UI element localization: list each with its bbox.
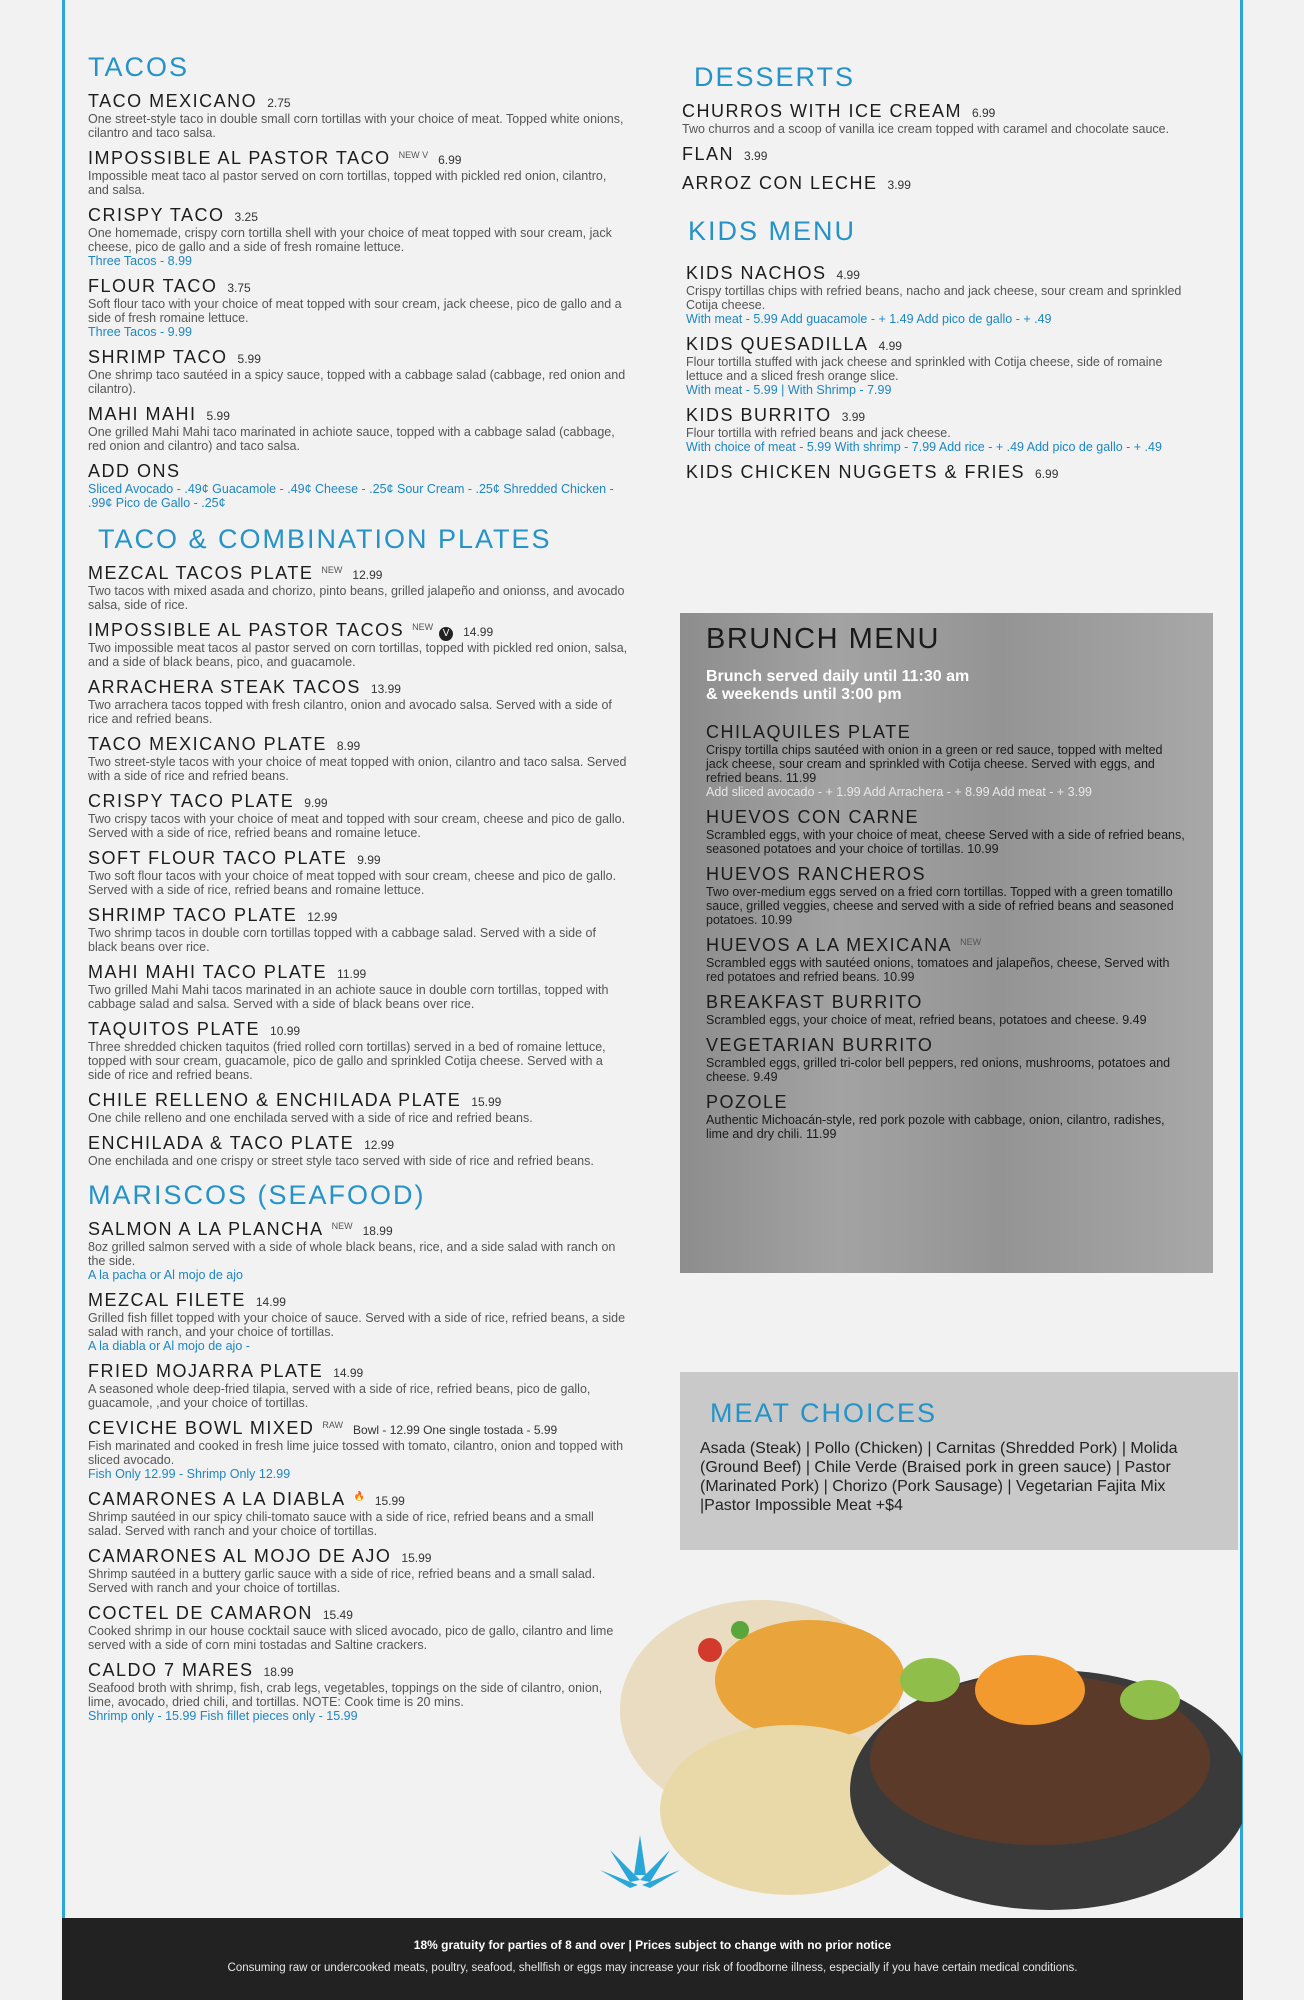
desserts-title: DESSERTS (694, 62, 856, 92)
menu-item-header (88, 848, 628, 869)
item-price: Bowl - 12.99 One single tostada - 5.99 (353, 1423, 558, 1437)
menu-item-header (88, 404, 628, 425)
item-name: CRISPY TACO (88, 205, 225, 225)
menu-item-header (88, 1219, 628, 1240)
item-description: Shrimp sautéed in a buttery garlic sauce with a side of rice, refried beans and a small salad. Served with ranch and your choice of tortillas. (88, 1567, 596, 1595)
menu-item-header (88, 1546, 628, 1567)
menu-item-header (88, 1361, 628, 1382)
item-price: 3.75 (227, 281, 251, 295)
menu-item-header (88, 205, 628, 226)
item-tag: NEW V (398, 149, 429, 160)
menu-item-header (88, 677, 628, 698)
item-description: Two shrimp tacos in double corn tortillas topped with a cabbage salad. Served with a side of black beans over rice. (88, 926, 596, 954)
item-description: Two churros and a scoop of vanilla ice cream topped with caramel and chocolate sauce. (682, 122, 1170, 136)
menu-item-header (88, 1660, 628, 1681)
item-description: Shrimp sautéed in our spicy chili-tomato sauce with a side of rice, refried beans and a small salad. Served with ranch and your choice of tortillas. (88, 1510, 594, 1538)
menu-item-header (88, 905, 628, 926)
menu-item (88, 962, 628, 1011)
item-name: SHRIMP TACO PLATE (88, 905, 298, 925)
item-price: 2.75 (267, 96, 291, 110)
item-tag: NEW (960, 936, 982, 947)
menu-item-header (88, 1418, 628, 1439)
item-name: KIDS CHICKEN NUGGETS & FRIES (686, 462, 1026, 482)
item-name: FLAN (682, 144, 735, 164)
brunch-title: BRUNCH MENU (706, 623, 940, 655)
item-name: KIDS NACHOS (686, 263, 827, 283)
vegan-icon: V (439, 627, 453, 641)
menu-item-header (706, 1092, 1187, 1113)
menu-item-header (88, 148, 628, 169)
agave-logo-icon (600, 1830, 680, 1890)
menu-item-header (706, 1035, 1187, 1056)
menu-item-header (682, 144, 1202, 165)
item-description: Two arrachera tacos topped with fresh cilantro, onion and avocado salsa. Served with a side of rice and refried beans. (88, 698, 612, 726)
item-price: 12.99 (364, 1138, 395, 1152)
menu-item (88, 791, 628, 840)
item-description: Scrambled eggs with sautéed onions, tomatoes and jalapeños, cheese, Served with red potatoes and refried beans. 10.99 (706, 956, 1170, 984)
item-price: 6.99 (438, 153, 462, 167)
menu-item-header (706, 992, 1187, 1013)
item-description: Cooked shrimp in our house cocktail sauce with sliced avocado, pico de gallo, cilantro and lime served with a side of corn mini tostadas and Saltine crackers. (88, 1624, 614, 1652)
menu-item (88, 848, 628, 897)
item-name: TACO MEXICANO (88, 91, 258, 111)
footer-health-warning: Consuming raw or undercooked meats, poultry, seafood, shellfish or eggs may increase your risk of foodborne illness, especially if you have certain medical conditions. (227, 1962, 1078, 1974)
item-price: 15.99 (374, 1494, 405, 1508)
item-description: Two street-style tacos with your choice of meat topped with onion, cilantro and taco salsa. Served with a side of rice and refried beans. (88, 755, 627, 783)
item-description: Flour tortilla stuffed with jack cheese and sprinkled with Cotija cheese, side of romaine lettuce and a sliced fresh orange slice. (686, 355, 1163, 383)
item-tag: NEW (331, 1220, 353, 1231)
item-name: KIDS QUESADILLA (686, 334, 869, 354)
item-description: Two soft flour tacos with your choice of meat topped with sour cream, cheese and pico de gallo. Served with a side of rice, refried beans and romaine lettuce. (88, 869, 617, 897)
meat-title: MEAT CHOICES (710, 1398, 938, 1428)
item-price: 15.99 (471, 1095, 502, 1109)
item-price: 3.99 (841, 410, 866, 424)
menu-item-header (706, 722, 1187, 743)
brunch-hours-line1: Brunch served daily until 11:30 am (706, 668, 970, 685)
desserts-list (682, 101, 1202, 194)
item-description: One chile relleno and one enchilada served with a side of rice and refried beans. (88, 1111, 533, 1125)
menu-item (682, 144, 1202, 165)
menu-item-header (88, 734, 628, 755)
item-name: MEZCAL FILETE (88, 1290, 246, 1310)
menu-item (88, 276, 628, 339)
menu-item (88, 205, 628, 268)
item-extra: With choice of meat - 5.99 With shrimp - 7.99 Add rice - + .49 Add pico de gallo - + .49 (686, 440, 1162, 454)
menu-item (88, 1019, 628, 1082)
menu-item-header (88, 791, 628, 812)
menu-item (706, 864, 1187, 927)
menu-item-header (88, 1290, 628, 1311)
item-name: MEZCAL TACOS PLATE (88, 563, 314, 583)
menu-item-header (88, 1603, 628, 1624)
item-price: 10.99 (270, 1024, 301, 1038)
combos-section (88, 524, 628, 1168)
item-name: MAHI MAHI TACO PLATE (88, 962, 328, 982)
item-description: Seafood broth with shrimp, fish, crab legs, vegetables, toppings on the side of cilantro, onion, lime, avocado, dried chili, and tortillas. NOTE: Cook time is 20 mins. (88, 1681, 603, 1709)
menu-item-header (682, 101, 1202, 122)
item-price: 3.99 (887, 178, 911, 192)
item-price: 4.99 (836, 268, 860, 282)
menu-item (706, 1035, 1187, 1084)
brunch-hours (706, 668, 1187, 704)
item-price: 14.99 (255, 1295, 286, 1309)
menu-item-header (88, 563, 628, 584)
item-description: One enchilada and one crispy or street style taco served with side of rice and refried beans. (88, 1154, 594, 1168)
item-description: Flour tortilla with refried beans and jack cheese. (686, 426, 951, 440)
meat-text: Asada (Steak) | Pollo (Chicken) | Carnitas (Shredded Pork) | Molida (Ground Beef) | Chile Verde (Braised pork in green sauce) | Pastor (Marinated Pork) | Chorizo (Pork Sausage) | Vegetarian Fajita Mix |Pastor Impossible Meat +$4 (700, 1440, 1178, 1514)
item-extra: Sliced Avocado - .49¢ Guacamole - .49¢ Cheese - .25¢ Sour Cream - .25¢ Shredded Chicken - .99¢ Pico de Gallo - .25¢ (88, 482, 614, 510)
item-description: Two tacos with mixed asada and chorizo, pinto beans, grilled jalapeño and onionss, and avocado salsa, side of rice. (88, 584, 625, 612)
tacos-title: TACOS (88, 52, 190, 82)
item-extra: Shrimp only - 15.99 Fish fillet pieces only - 15.99 (88, 1709, 358, 1723)
menu-item (706, 807, 1187, 856)
menu-item (88, 563, 628, 612)
menu-item (88, 1489, 628, 1538)
footer-gratuity-note: 18% gratuity for parties of 8 and over | Prices subject to change with no prior notice (413, 1938, 892, 1952)
menu-item (88, 148, 628, 197)
item-description: Scrambled eggs, grilled tri-color bell peppers, red onions, mushrooms, potatoes and cheese. 9.49 (706, 1056, 1171, 1084)
menu-item-header (682, 173, 1202, 194)
item-price: 14.99 (333, 1366, 364, 1380)
menu-item (682, 173, 1202, 194)
menu-item-header (88, 91, 628, 112)
tacos-section (88, 52, 628, 510)
item-extra: With meat - 5.99 Add guacamole - + 1.49 Add pico de gallo - + .49 (686, 312, 1052, 326)
item-name: SALMON A LA PLANCHA (88, 1219, 324, 1239)
menu-item (88, 677, 628, 726)
menu-item-header (88, 1133, 628, 1154)
item-description: Scrambled eggs, your choice of meat, refried beans, potatoes and cheese. 9.49 (706, 1013, 1147, 1027)
item-description: A seasoned whole deep-fried tilapia, served with a side of rice, refried beans, pico de gallo, guacamole, ,and your choice of tortillas. (88, 1382, 591, 1410)
item-description: Two impossible meat tacos al pastor served on corn tortillas, topped with pickled red onion, salsa, and a side of black beans, pico, and guacamole. (88, 641, 628, 669)
item-price: 3.25 (234, 210, 258, 224)
item-name: TACO MEXICANO PLATE (88, 734, 327, 754)
item-description: Two grilled Mahi Mahi tacos marinated in an achiote sauce in double corn tortillas, topped with cabbage salad and salsa. Served with a side of black beans over rice. (88, 983, 609, 1011)
menu-item (88, 1090, 628, 1125)
item-description: Three shredded chicken taquitos (fried rolled corn tortillas) served in a bed of romaine lettuce, topped with sour cream, guacamole, pico de gallo and sprinkled Cotija cheese. Served with a side of rice and refried beans. (88, 1040, 606, 1082)
item-name: CHURROS WITH ICE CREAM (682, 101, 962, 121)
menu-item (88, 404, 628, 453)
item-tag: NEW (412, 621, 434, 632)
menu-item (88, 347, 628, 396)
item-name: SHRIMP TACO (88, 347, 228, 367)
menu-item-header (88, 347, 628, 368)
item-price: 9.99 (357, 853, 381, 867)
item-price: 12.99 (307, 910, 338, 924)
menu-item-header (88, 1090, 628, 1111)
menu-item (88, 1603, 628, 1652)
item-description: Impossible meat taco al pastor served on corn tortillas, topped with pickled red onion, cilantro, and salsa. (88, 169, 607, 197)
item-name: CHILAQUILES PLATE (706, 722, 912, 742)
menu-item (686, 405, 1202, 454)
item-description: 8oz grilled salmon served with a side of whole black beans, rice, and a side salad with ranch on the side. (88, 1240, 616, 1268)
item-name: CAMARONES A LA DIABLA (88, 1489, 346, 1509)
item-name: CEVICHE BOWL MIXED (88, 1418, 315, 1438)
menu-item (88, 461, 628, 510)
item-extra: A la diabla or Al mojo de ajo - (88, 1339, 250, 1353)
menu-item (88, 1219, 628, 1282)
item-name: IMPOSSIBLE AL PASTOR TACO (88, 148, 391, 168)
item-name: HUEVOS RANCHEROS (706, 864, 927, 884)
item-name: HUEVOS A LA MEXICANA (706, 935, 953, 955)
item-price: 4.99 (878, 339, 902, 353)
menu-item-header (686, 334, 1202, 355)
menu-item-header (88, 1489, 628, 1510)
item-description: Crispy tortilla chips sautéed with onion in a green or red sauce, topped with melted jack cheese, sour cream and sprinkled with Cotija cheese. Served with eggs, and refried beans. 11.99 (706, 743, 1163, 785)
menu-item-header (88, 276, 628, 297)
item-description: One homemade, crispy corn tortilla shell with your choice of meat topped with sour cream, jack cheese, pico de gallo and a side of fresh romaine lettuce. (88, 226, 612, 254)
item-description: Soft flour taco with your choice of meat topped with sour cream, jack cheese, pico de gallo and a side of fresh romaine lettuce. (88, 297, 622, 325)
menu-item (88, 905, 628, 954)
item-extra: Three Tacos - 8.99 (88, 254, 192, 268)
item-price: 5.99 (206, 409, 230, 423)
item-price: 9.99 (304, 796, 328, 810)
menu-item-header (686, 405, 1202, 426)
item-name: ADD ONS (88, 461, 181, 481)
combos-title: TACO & COMBINATION PLATES (98, 524, 552, 554)
item-description: One grilled Mahi Mahi taco marinated in achiote sauce, topped with a cabbage salad (cabbage, red onion and cilantro) and taco salsa. (88, 425, 615, 453)
item-name: ARRACHERA STEAK TACOS (88, 677, 361, 697)
item-extra: Add sliced avocado - + 1.99 Add Arrachera - + 8.99 Add meat - + 3.99 (706, 785, 1093, 799)
menu-item-header (88, 1019, 628, 1040)
item-description: Two crispy tacos with your choice of meat and topped with sour cream, cheese and pico de gallo. Served with a side of rice, refried beans and romaine letuce. (88, 812, 626, 840)
left-border (62, 0, 65, 1918)
item-description: One shrimp taco sautéed in a spicy sauce, topped with a cabbage salad (cabbage, red onion and cilantro). (88, 368, 626, 396)
food-photo (610, 1560, 1242, 1915)
item-description: Grilled fish fillet topped with your choice of sauce. Served with a side of rice, refried beans, a side salad with ranch, and your choice of tortillas. (88, 1311, 626, 1339)
item-description: Fish marinated and cooked in fresh lime juice tossed with tomato, cilantro, onion and topped with sliced avocado. (88, 1439, 624, 1467)
seafood-section (88, 1180, 628, 1723)
item-name: CALDO 7 MARES (88, 1660, 254, 1680)
item-name: FRIED MOJARRA PLATE (88, 1361, 324, 1381)
item-price: 15.49 (322, 1608, 353, 1622)
item-extra: A la pacha or Al mojo de ajo (88, 1268, 243, 1282)
tacos-list (88, 91, 628, 510)
item-description: Two over-medium eggs served on a fried corn tortillas. Topped with a green tomatillo sauce, grilled veggies, cheese and served with a side of refried beans and seasoned potatoes. 10.99 (706, 885, 1174, 927)
brunch-panel (680, 613, 1213, 1273)
item-description: Scrambled eggs, with your choice of meat, cheese Served with a side of refried beans, seasoned potatoes and your choice of tortillas. 10.99 (706, 828, 1185, 856)
item-name: HUEVOS CON CARNE (706, 807, 920, 827)
right-column-top (682, 62, 1202, 491)
item-name: VEGETARIAN BURRITO (706, 1035, 934, 1055)
item-name: CRISPY TACO PLATE (88, 791, 295, 811)
kids-section (682, 216, 1202, 483)
menu-item (706, 722, 1187, 799)
menu-item (88, 1361, 628, 1410)
menu-item (88, 620, 628, 669)
menu-item-header (706, 807, 1187, 828)
item-name: COCTEL DE CAMARON (88, 1603, 313, 1623)
seafood-list (88, 1219, 628, 1723)
item-description: Authentic Michoacán-style, red pork pozole with cabbage, onion, cilantro, radishes, lime and dry chili. 11.99 (706, 1113, 1165, 1141)
menu-item (88, 734, 628, 783)
item-name: CAMARONES AL MOJO DE AJO (88, 1546, 392, 1566)
item-price: 3.99 (744, 149, 768, 163)
item-extra: Fish Only 12.99 - Shrimp Only 12.99 (88, 1467, 291, 1481)
item-price: 13.99 (370, 682, 401, 696)
menu-item (682, 101, 1202, 136)
menu-item-header (88, 461, 628, 482)
brunch-hours-line2: & weekends until 3:00 pm (706, 686, 902, 703)
menu-item-header (686, 263, 1202, 284)
item-price: 5.99 (237, 352, 261, 366)
menu-item (706, 1092, 1187, 1141)
menu-item (686, 462, 1202, 483)
footer (62, 1918, 1243, 2000)
combos-list (88, 563, 628, 1168)
menu-item-header (88, 620, 628, 641)
menu-item (686, 263, 1202, 326)
item-name: KIDS BURRITO (686, 405, 832, 425)
item-description: One street-style taco in double small corn tortillas with your choice of meat. Topped white onions, cilantro and taco salsa. (88, 112, 624, 140)
item-name: TAQUITOS PLATE (88, 1019, 261, 1039)
menu-item-header (88, 962, 628, 983)
item-extra: With meat - 5.99 | With Shrimp - 7.99 (686, 383, 892, 397)
brunch-list (706, 722, 1187, 1141)
item-name: CHILE RELLENO & ENCHILADA PLATE (88, 1090, 462, 1110)
seafood-title: MARISCOS (SEAFOOD) (88, 1180, 426, 1210)
item-price: 18.99 (263, 1665, 294, 1679)
menu-item (88, 1290, 628, 1353)
desserts-section (682, 62, 1202, 194)
item-price: 11.99 (337, 967, 367, 981)
menu-item-header (706, 935, 1187, 956)
kids-title: KIDS MENU (688, 216, 857, 246)
menu-item-header (706, 864, 1187, 885)
item-name: ARROZ CON LECHE (682, 173, 878, 193)
item-name: SOFT FLOUR TACO PLATE (88, 848, 348, 868)
meat-choices-panel (680, 1372, 1238, 1550)
menu-item (88, 91, 628, 140)
menu-item (88, 1133, 628, 1168)
item-name: FLOUR TACO (88, 276, 218, 296)
item-price: 15.99 (401, 1551, 432, 1565)
item-price: 18.99 (362, 1224, 393, 1238)
menu-item-header (686, 462, 1202, 483)
item-name: POZOLE (706, 1092, 789, 1112)
item-price: 6.99 (972, 106, 996, 120)
item-tag: 🔥 (353, 1490, 365, 1501)
item-description: Crispy tortillas chips with refried beans, nacho and jack cheese, sour cream and sprinkled Cotija cheese. (686, 284, 1182, 312)
left-column (88, 52, 628, 1731)
menu-item (88, 1660, 628, 1723)
menu-item (706, 935, 1187, 984)
item-name: IMPOSSIBLE AL PASTOR TACOS (88, 620, 405, 640)
item-tag: RAW (322, 1419, 344, 1430)
item-price: 14.99 (463, 625, 494, 639)
item-name: MAHI MAHI (88, 404, 197, 424)
kids-list (682, 263, 1202, 483)
item-extra: Three Tacos - 9.99 (88, 325, 192, 339)
item-price: 8.99 (336, 739, 361, 753)
food-photo-illustration (610, 1560, 1242, 1915)
menu-item (706, 992, 1187, 1027)
item-price: 6.99 (1035, 467, 1059, 481)
menu-item (88, 1546, 628, 1595)
item-tag: NEW (321, 564, 343, 575)
item-price: 12.99 (352, 568, 383, 582)
item-name: ENCHILADA & TACO PLATE (88, 1133, 355, 1153)
item-name: BREAKFAST BURRITO (706, 992, 923, 1012)
menu-item (686, 334, 1202, 397)
menu-item (88, 1418, 628, 1481)
